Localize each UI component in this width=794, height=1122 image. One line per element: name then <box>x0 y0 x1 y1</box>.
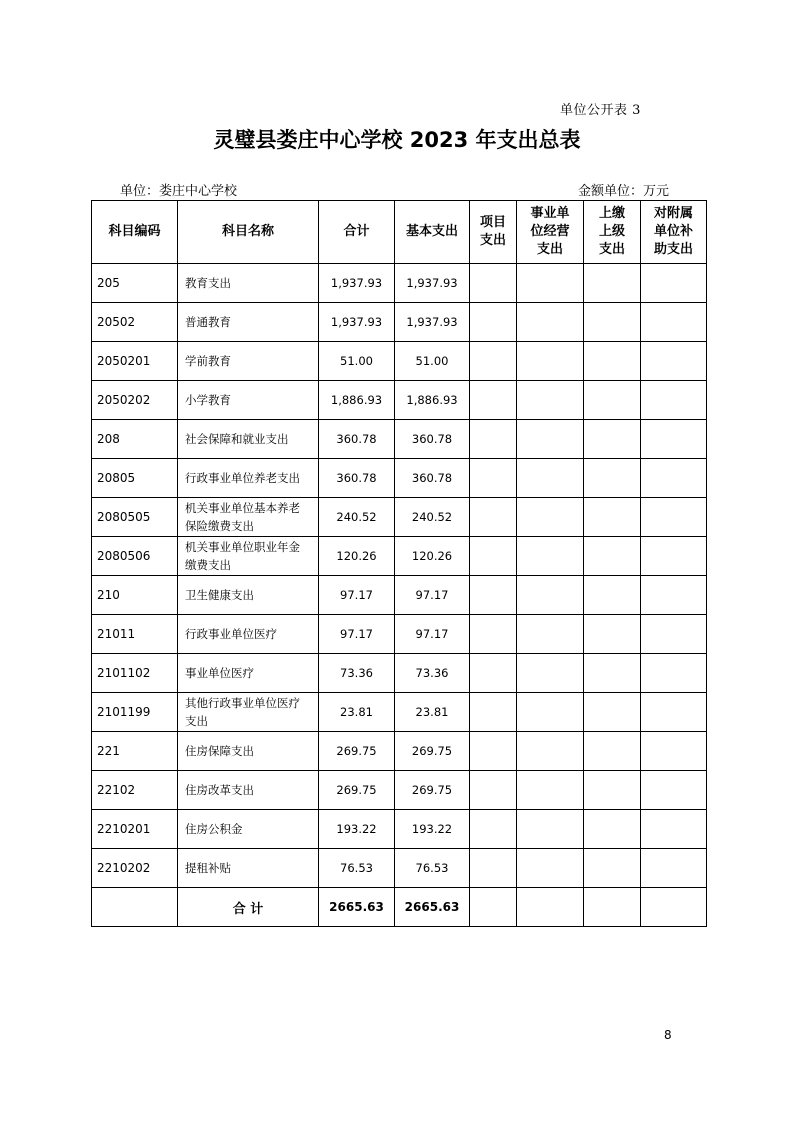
row-subsidy <box>641 654 707 693</box>
header-upper: 上缴 上级 支出 <box>584 201 641 264</box>
row-subsidy <box>641 459 707 498</box>
page-tag: 单位公开表 3 <box>560 103 641 118</box>
row-subsidy <box>641 693 707 732</box>
row-business <box>517 654 584 693</box>
row-basic: 51.00 <box>395 342 470 381</box>
row-name: 住房公积金 <box>178 810 319 849</box>
row-code: 205 <box>92 264 178 303</box>
table-row <box>92 498 707 537</box>
row-code: 2050202 <box>92 381 178 420</box>
row-total: 97.17 <box>319 615 395 654</box>
row-business <box>517 459 584 498</box>
row-code: 2101102 <box>92 654 178 693</box>
row-business <box>517 732 584 771</box>
row-business <box>517 849 584 888</box>
row-total: 51.00 <box>319 342 395 381</box>
row-project <box>470 576 517 615</box>
row-total: 1,886.93 <box>319 381 395 420</box>
table-row <box>92 303 707 342</box>
row-business <box>517 615 584 654</box>
row-name: 行政事业单位养老支出 <box>178 459 319 498</box>
row-upper <box>584 459 641 498</box>
row-total: 76.53 <box>319 849 395 888</box>
row-project <box>470 810 517 849</box>
header-subsidy: 对附属 单位补 助支出 <box>641 201 707 264</box>
row-subsidy <box>641 381 707 420</box>
row-project <box>470 342 517 381</box>
amount-unit: 金额单位：万元 <box>578 184 670 199</box>
unit-label: 单位：娄庄中心学校 <box>120 184 238 199</box>
row-name: 其他行政事业单位医疗 支出 <box>178 693 319 732</box>
row-name: 社会保障和就业支出 <box>178 420 319 459</box>
row-upper <box>584 498 641 537</box>
row-basic: 76.53 <box>395 849 470 888</box>
row-project <box>470 498 517 537</box>
row-subsidy <box>641 576 707 615</box>
row-name: 机关事业单位基本养老 保险缴费支出 <box>178 498 319 537</box>
row-total: 73.36 <box>319 654 395 693</box>
row-upper <box>584 693 641 732</box>
row-total: 120.26 <box>319 537 395 576</box>
row-business <box>517 498 584 537</box>
row-business <box>517 381 584 420</box>
header-business: 事业单 位经营 支出 <box>517 201 584 264</box>
row-subsidy <box>641 732 707 771</box>
row-project <box>470 420 517 459</box>
row-total: 269.75 <box>319 771 395 810</box>
row-code: 20805 <box>92 459 178 498</box>
row-business <box>517 771 584 810</box>
row-code: 2210201 <box>92 810 178 849</box>
row-basic: 120.26 <box>395 537 470 576</box>
total-basic: 2665.63 <box>395 888 470 927</box>
row-code: 208 <box>92 420 178 459</box>
total-row <box>92 888 707 927</box>
header-code: 科目编码 <box>92 201 178 264</box>
total-business <box>517 888 584 927</box>
header-basic: 基本支出 <box>395 201 470 264</box>
row-subsidy <box>641 420 707 459</box>
row-subsidy <box>641 615 707 654</box>
row-total: 240.52 <box>319 498 395 537</box>
row-total: 269.75 <box>319 732 395 771</box>
row-upper <box>584 810 641 849</box>
header-name: 科目名称 <box>178 201 319 264</box>
total-amount: 2665.63 <box>319 888 395 927</box>
row-code: 2101199 <box>92 693 178 732</box>
row-project <box>470 303 517 342</box>
row-business <box>517 810 584 849</box>
row-name: 小学教育 <box>178 381 319 420</box>
table-row <box>92 342 707 381</box>
row-subsidy <box>641 849 707 888</box>
row-subsidy <box>641 537 707 576</box>
row-code: 22102 <box>92 771 178 810</box>
row-subsidy <box>641 498 707 537</box>
row-project <box>470 459 517 498</box>
total-subsidy <box>641 888 707 927</box>
table-row <box>92 810 707 849</box>
row-basic: 23.81 <box>395 693 470 732</box>
row-name: 普通教育 <box>178 303 319 342</box>
row-basic: 269.75 <box>395 771 470 810</box>
row-code: 2210202 <box>92 849 178 888</box>
table-body <box>92 264 707 888</box>
row-name: 住房保障支出 <box>178 732 319 771</box>
row-business <box>517 693 584 732</box>
row-name: 提租补贴 <box>178 849 319 888</box>
header-total: 合计 <box>319 201 395 264</box>
row-upper <box>584 654 641 693</box>
row-code: 20502 <box>92 303 178 342</box>
row-upper <box>584 615 641 654</box>
row-upper <box>584 576 641 615</box>
row-project <box>470 264 517 303</box>
row-project <box>470 849 517 888</box>
row-code: 221 <box>92 732 178 771</box>
row-name: 事业单位医疗 <box>178 654 319 693</box>
total-upper <box>584 888 641 927</box>
row-subsidy <box>641 264 707 303</box>
table-row <box>92 420 707 459</box>
row-upper <box>584 849 641 888</box>
row-basic: 1,937.93 <box>395 264 470 303</box>
row-total: 360.78 <box>319 420 395 459</box>
row-code: 2080506 <box>92 537 178 576</box>
header-row <box>92 201 707 264</box>
table-row <box>92 654 707 693</box>
row-business <box>517 264 584 303</box>
table-row <box>92 576 707 615</box>
row-name: 学前教育 <box>178 342 319 381</box>
row-name: 卫生健康支出 <box>178 576 319 615</box>
row-basic: 97.17 <box>395 615 470 654</box>
row-upper <box>584 303 641 342</box>
row-upper <box>584 264 641 303</box>
row-project <box>470 381 517 420</box>
row-business <box>517 342 584 381</box>
table-row <box>92 771 707 810</box>
row-subsidy <box>641 342 707 381</box>
row-basic: 193.22 <box>395 810 470 849</box>
row-upper <box>584 537 641 576</box>
table-row <box>92 849 707 888</box>
row-total: 1,937.93 <box>319 303 395 342</box>
row-code: 2050201 <box>92 342 178 381</box>
row-upper <box>584 381 641 420</box>
row-business <box>517 537 584 576</box>
row-code: 21011 <box>92 615 178 654</box>
row-upper <box>584 732 641 771</box>
total-project <box>470 888 517 927</box>
total-label: 合 计 <box>178 888 319 927</box>
row-project <box>470 537 517 576</box>
row-subsidy <box>641 810 707 849</box>
table-row <box>92 381 707 420</box>
row-project <box>470 654 517 693</box>
page-title: 灵璧县娄庄中心学校 2023 年支出总表 <box>213 128 581 152</box>
table-row <box>92 459 707 498</box>
row-business <box>517 576 584 615</box>
header-project: 项目 支出 <box>470 201 517 264</box>
row-project <box>470 732 517 771</box>
row-name: 行政事业单位医疗 <box>178 615 319 654</box>
expenditure-table <box>91 200 707 927</box>
row-total: 193.22 <box>319 810 395 849</box>
row-project <box>470 771 517 810</box>
row-total: 1,937.93 <box>319 264 395 303</box>
row-total: 360.78 <box>319 459 395 498</box>
row-code: 210 <box>92 576 178 615</box>
row-basic: 240.52 <box>395 498 470 537</box>
row-total: 23.81 <box>319 693 395 732</box>
row-basic: 1,886.93 <box>395 381 470 420</box>
row-upper <box>584 342 641 381</box>
table-row <box>92 264 707 303</box>
row-basic: 73.36 <box>395 654 470 693</box>
row-total: 97.17 <box>319 576 395 615</box>
row-upper <box>584 420 641 459</box>
row-business <box>517 420 584 459</box>
row-basic: 360.78 <box>395 420 470 459</box>
row-upper <box>584 771 641 810</box>
table-row <box>92 537 707 576</box>
row-name: 住房改革支出 <box>178 771 319 810</box>
table-row <box>92 693 707 732</box>
row-subsidy <box>641 771 707 810</box>
row-code: 2080505 <box>92 498 178 537</box>
row-subsidy <box>641 303 707 342</box>
row-business <box>517 303 584 342</box>
table-row <box>92 615 707 654</box>
row-name: 教育支出 <box>178 264 319 303</box>
row-project <box>470 693 517 732</box>
row-basic: 1,937.93 <box>395 303 470 342</box>
total-empty-cell <box>92 888 178 927</box>
row-basic: 269.75 <box>395 732 470 771</box>
row-basic: 360.78 <box>395 459 470 498</box>
page-number: 8 <box>664 1028 672 1042</box>
row-project <box>470 615 517 654</box>
row-name: 机关事业单位职业年金 缴费支出 <box>178 537 319 576</box>
table-row <box>92 732 707 771</box>
row-basic: 97.17 <box>395 576 470 615</box>
